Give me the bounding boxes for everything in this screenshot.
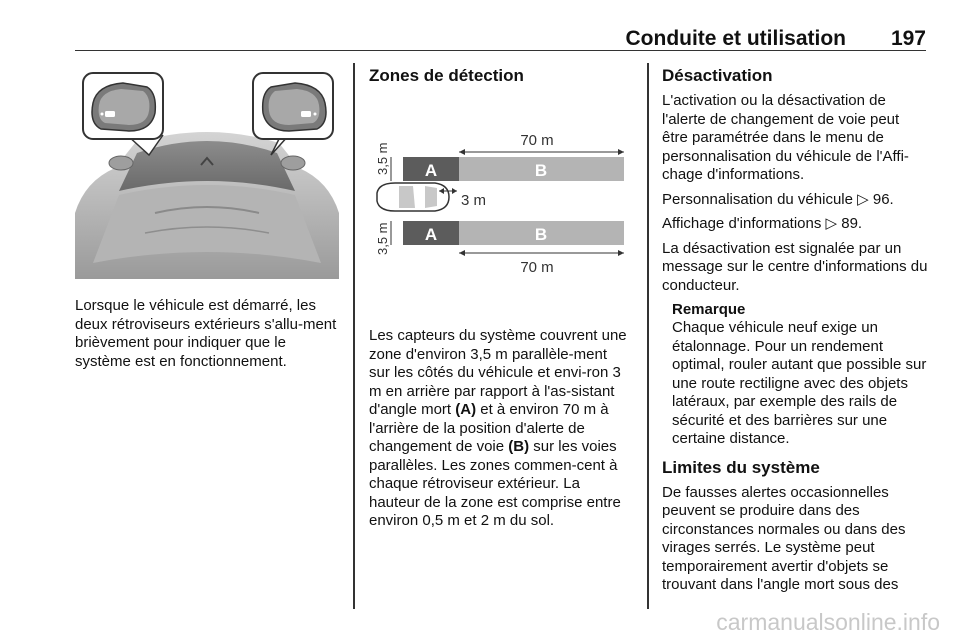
section-heading: Zones de détection <box>369 66 524 85</box>
column-3 <box>662 63 928 601</box>
hood <box>93 185 321 263</box>
car-top-view <box>377 183 449 211</box>
reference-arrow-icon: ▷ <box>857 190 869 208</box>
detection-zones-diagram <box>369 95 631 305</box>
width-label-bottom: 3,5 m <box>375 222 390 255</box>
zone-b-ref: (B) <box>508 438 530 455</box>
offset-label: 3 m <box>461 192 487 209</box>
detection-zones-text <box>369 327 631 531</box>
text-run: Personnalisation du véhicule <box>662 190 853 208</box>
zone-a-label: A <box>424 161 438 180</box>
reference-arrow-icon: ▷ <box>825 215 838 232</box>
deactivation-text: L'activation ou la désactivation de l'alerte de changement de voie peut être paramétrée dans le menu de personnalisation du véhicule de l'Affi-chage d'informations. <box>662 92 909 183</box>
page-ref: 89. <box>837 215 863 232</box>
page-ref: 96. <box>868 190 894 208</box>
zone-b-label: B <box>534 161 548 180</box>
zone-a-ref: (A) <box>455 401 477 418</box>
section-heading: Désactivation <box>662 66 773 85</box>
page-number: 197 <box>890 27 926 50</box>
zone-a-label: A <box>424 225 438 244</box>
section-heading: Limites du système <box>662 457 820 477</box>
watermark: carmanualsonline.info <box>716 609 940 635</box>
distance-label-bottom: 70 m <box>520 259 554 276</box>
note-text: Chaque véhicule neuf exige un étalonnage. Pour un rendement optimal, rouler autant que possible sur une route rectiligne avec des objets latéraux, par exemple des rails de sécurité et des barrières sur une certaine distance. <box>672 319 927 447</box>
cross-reference <box>662 191 928 210</box>
page-header <box>75 22 926 51</box>
zone-b-label: B <box>534 225 548 244</box>
column-2 <box>369 63 631 537</box>
width-label-top: 3,5 m <box>375 142 390 175</box>
deactivation-message-text: La désactivation est signalée par un message sur le centre d'informations du conducteur. <box>662 239 928 294</box>
chapter-title: Conduite et utilisation <box>625 27 846 50</box>
column-divider <box>647 63 649 609</box>
text-run: sur les voies parallèles. Les zones commen-cent à chaque rétroviseur extérieur. La hauteur de la zone est comprise entre environ 0,5 m et 2 m du sol. <box>369 438 621 529</box>
distance-label-top: 70 m <box>520 132 554 149</box>
car-mirrors-illustration <box>75 63 339 279</box>
column-1 <box>75 63 339 377</box>
caption: Lorsque le véhicule est démarré, les deux rétroviseurs extérieurs s'allu-ment brièvement pour indiquer que le système est en fonctionnement. <box>75 297 337 370</box>
text-run: Les capteurs du système couvrent une zone d'environ 3,5 m parallèle-ment sur les côtés du véhicule et envi-ron 3 m en arrière par rapport à l'as-sistant d'angle mort <box>369 327 627 418</box>
text-run: Affichage d'informations <box>662 215 822 232</box>
note-title: Remarque <box>672 301 746 318</box>
cross-reference <box>662 215 928 234</box>
text-run: et à environ 70 m à l'arrière de la position d'alerte de changement de voie <box>369 401 609 455</box>
column-divider <box>353 63 355 609</box>
note-box <box>662 301 928 449</box>
limits-text: De fausses alertes occasionnelles peuvent se produire dans des circonstances normales ou dans des virages serrés. Le système peut temporairement avertir d'objets se trouvant dans l'angle mort sous des <box>662 483 906 593</box>
